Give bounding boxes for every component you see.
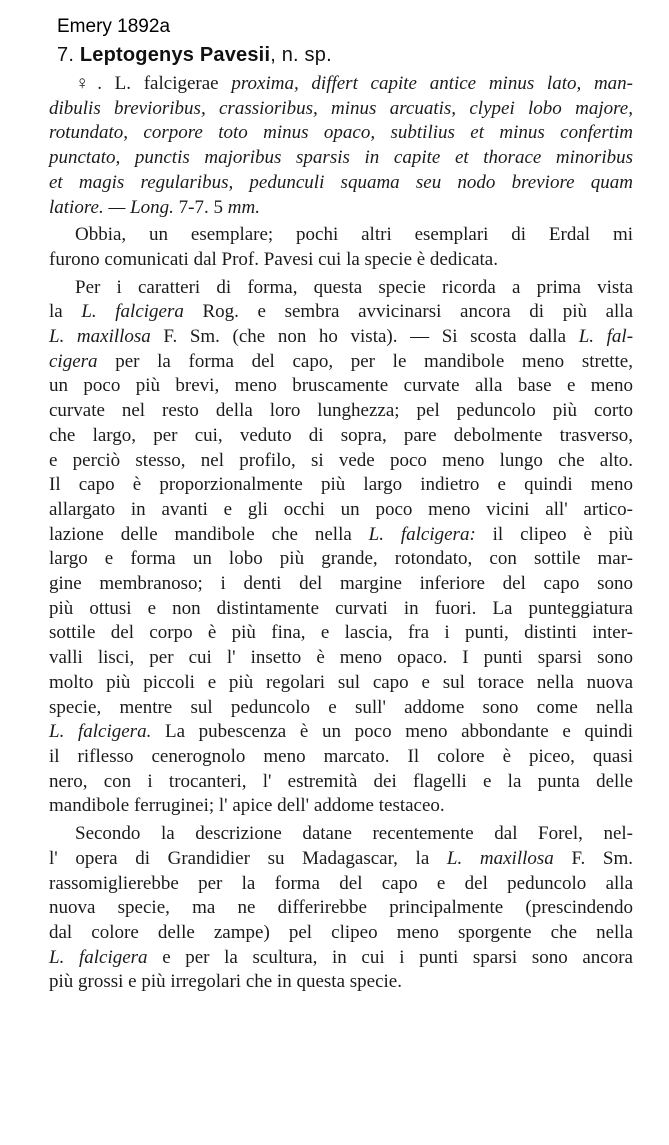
text-segment: il clipeo è più [492,523,633,545]
text-line [49,374,633,399]
text-segment: più ottusi e non distintamente curvati in fuori. La punteggiatura [49,597,633,619]
text-segment: la [49,301,82,323]
italic-text: latiore. — Long. [49,196,179,218]
text-segment: valli lisci, per cui l' insetto è meno opaco. I punti sparsi sono [49,647,633,669]
text-line [49,97,633,122]
text-line [49,847,633,872]
text-segment: F. Sm. (che non ho vista). — Si scosta dalla [163,326,579,348]
text-segment: gine membranoso; i denti del margine inferiore del capo sono [49,573,633,595]
text-segment: molto più piccoli e più regolari sul capo e sul torace nella nuova [49,671,633,693]
text-segment: furono comunicati dal Prof. Pavesi cui la specie è dedicata. [49,248,498,270]
text-line [49,498,633,523]
text-line [49,872,633,897]
text-line [49,794,633,819]
text-segment: La pubescenza è un poco meno abbondante e quindi [164,721,633,743]
italic-text: L. falcigera: [368,523,493,545]
text-line [49,946,633,971]
text-segment: lazione delle mandibole che nella [49,523,369,545]
text-segment: 7-7. 5 [178,196,228,218]
text-line [49,572,633,597]
italic-text: L. falcigera [81,301,203,323]
italic-text: L. maxillosa [49,326,164,348]
italic-text: L. maxillosa [446,847,572,869]
italic-text: punctato, punctis majoribus sparsis in capite et thorace minoribus [49,147,633,169]
text-segment: nero, con i trocanteri, l' estremità dei flagelli e la punta delle [49,770,633,792]
text-line [49,171,633,196]
species-number: 7. [57,44,75,66]
description-body [49,72,633,995]
text-line [49,770,633,795]
text-line [49,696,633,721]
text-segment: Secondo la descrizione datane recentemente dal Forel, nel- [75,823,633,845]
text-segment: più grossi e più irregolari che in questa specie. [49,971,402,993]
text-segment: l' opera di Grandidier su Madagascar, la [49,847,447,869]
text-line [49,399,633,424]
text-segment: per la forma del capo, per le mandibole meno strette, [115,350,633,372]
text-segment: nuova specie, ma ne differirebbe principalmente (prescindendo [49,897,633,919]
text-line [49,896,633,921]
text-segment: un poco più brevi, meno bruscamente curvate alla base e meno [49,375,633,397]
text-line [49,720,633,745]
text-segment: largo e forma un lobo più grande, rotondato, con sottile mar- [49,548,633,570]
text-line [49,449,633,474]
text-segment: ♀. L. falcigerae [75,73,232,94]
text-segment: F. Sm. [571,847,633,869]
text-segment: curvate nel resto della loro lunghezza; pel peduncolo più corto [49,400,633,422]
italic-text: cigera [49,350,116,372]
text-segment: che largo, per cui, veduto di sopra, pare debolmente trasverso, [49,424,633,446]
text-line [49,671,633,696]
text-segment: e perciò stesso, nel profilo, si vede poco meno lungo che alto. [49,449,633,471]
text-segment: Rog. e sembra avvicinarsi ancora di più alla [202,301,634,323]
italic-text: L. fal- [578,326,634,348]
species-heading [57,44,332,67]
species-suffix: , n. sp. [270,44,332,66]
text-line [49,223,633,248]
text-line [49,350,633,375]
text-line [49,424,633,449]
italic-text: L. falcigera. [49,721,165,743]
species-name: Leptogenys Pavesii [79,44,271,66]
text-segment: Per i caratteri di forma, questa specie ricorda a prima vista [75,276,633,298]
text-segment: il riflesso cenerognolo meno marcato. Il colore è piceo, quasi [49,745,633,767]
italic-text: rotundato, corpore toto minus opaco, subtilius et minus confertim [49,122,633,144]
text-segment: allargato in avanti e gli occhi un poco meno vicini all' artico- [49,498,633,520]
text-line [49,970,633,995]
source-header: Emery 1892a [57,16,171,37]
text-segment: sottile del corpo è più fina, e lascia, fra i punti, distinti inter- [49,622,633,644]
text-line [49,146,633,171]
text-line [49,196,633,221]
italic-text: et magis regularibus, pedunculi squama seu nodo breviore quam [49,171,633,193]
text-line [49,921,633,946]
text-segment: rassomiglierebbe per la forma del capo e del peduncolo alla [49,872,633,894]
text-segment: Obbia, un esemplare; pochi altri esemplari di Erdal mi [75,224,633,246]
text-line [49,621,633,646]
text-segment: mandibole ferruginei; l' apice dell' addome testaceo. [49,795,445,817]
text-line [49,473,633,498]
text-segment: dal colore delle zampe) pel clipeo meno sporgente che nella [49,921,633,943]
text-line [49,72,633,97]
text-segment: e per la scultura, in cui i punti sparsi sono ancora [162,946,633,968]
text-line [49,248,633,273]
text-line [49,646,633,671]
text-line [49,276,633,301]
text-line [49,300,633,325]
text-line [49,745,633,770]
text-line [49,121,633,146]
text-line [49,822,633,847]
italic-text: dibulis brevioribus, crassioribus, minus arcuatis, clypei lobo majore, [49,97,633,119]
text-line [49,325,633,350]
italic-text: proxima, differt capite antice minus lato, man- [231,73,633,94]
text-line [49,597,633,622]
text-segment: Il capo è proporzionalmente più largo indietro e quindi meno [49,474,633,496]
italic-text: mm. [227,196,260,218]
text-segment: specie, mentre sul peduncolo e sull' addome sono come nella [49,696,633,718]
italic-text: L. falcigera [49,946,163,968]
text-line [49,523,633,548]
text-line [49,547,633,572]
